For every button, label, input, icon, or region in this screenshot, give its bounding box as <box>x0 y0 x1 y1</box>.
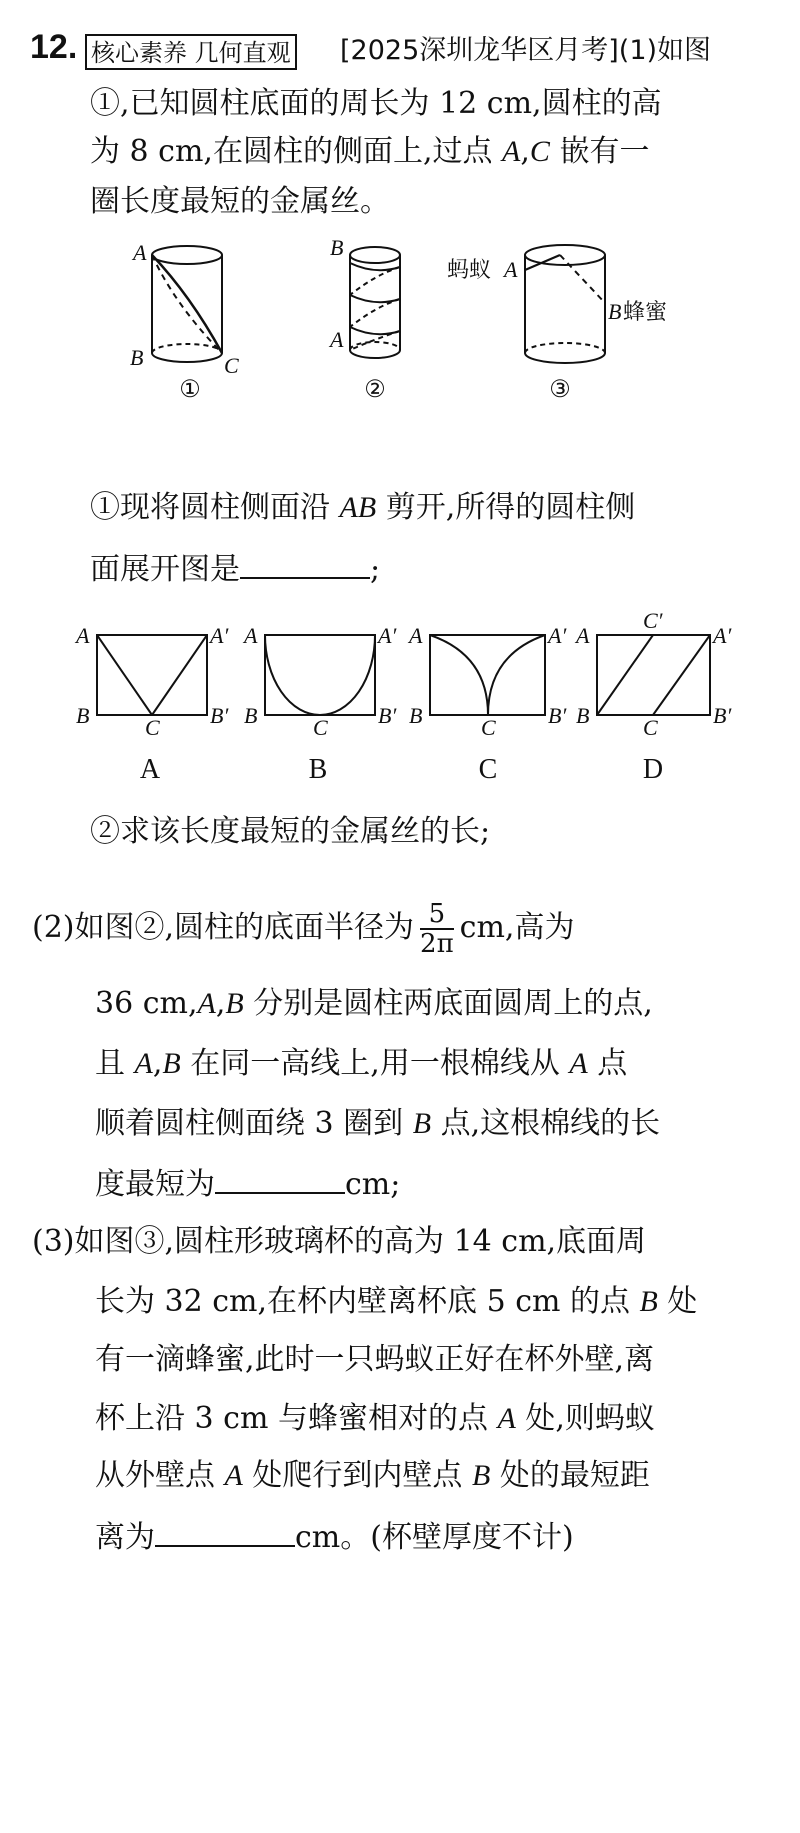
question-number: 12. <box>30 28 78 66</box>
point-label: B <box>162 1047 181 1080</box>
cylinder-figure-2 <box>350 247 400 358</box>
fig1-label-a: A <box>133 240 147 265</box>
text: cm; <box>345 1167 401 1202</box>
sub1-line1 <box>90 488 635 528</box>
option-d-letter[interactable]: D <box>642 754 664 785</box>
part1-intro-line1: ①,已知圆柱底面的周长为 12 cm,圆柱的高 <box>90 86 662 121</box>
part3-line6 <box>95 1515 574 1558</box>
text: , <box>152 1046 163 1081</box>
text: 面展开图是 <box>90 552 240 587</box>
cylinder-figures <box>0 225 800 470</box>
option-c-diagram <box>430 635 545 715</box>
option-a-diagram <box>97 635 207 715</box>
option-b-mid: C <box>313 715 328 740</box>
text: 度最短为 <box>95 1167 215 1202</box>
option-b-br: B′ <box>378 703 397 728</box>
text: 处爬行到内壁点 <box>242 1458 472 1493</box>
part2-line3 <box>95 1044 627 1084</box>
text: 处,则蚂蚁 <box>515 1401 655 1436</box>
point-label: B <box>225 987 244 1020</box>
option-b-diagram <box>265 635 375 715</box>
unfolded-options <box>0 610 800 785</box>
option-c-br: B′ <box>548 703 567 728</box>
option-a-letter[interactable]: A <box>139 754 161 785</box>
sub2-line: ②求该长度最短的金属丝的长; <box>90 814 491 849</box>
text: 剪开,所得的圆柱侧 <box>376 490 636 525</box>
segment-label: AB <box>339 491 377 524</box>
fig3-ant-label: 蚂蚁 <box>447 257 492 282</box>
option-d-mid: C <box>643 715 658 740</box>
text: , <box>215 986 226 1021</box>
option-d-tr: A′ <box>713 623 732 648</box>
part2-line1 <box>32 900 574 958</box>
fig1-label-b: B <box>130 345 144 370</box>
text: 点 <box>587 1046 628 1081</box>
cylinder-figure-3 <box>525 245 605 363</box>
fig3-label-b: B <box>608 299 622 324</box>
text: 处 <box>657 1284 698 1319</box>
option-b-letter[interactable]: B <box>308 754 328 785</box>
option-d-top: C′ <box>643 610 663 633</box>
cylinder-figure-1 <box>152 246 222 362</box>
text: 从外壁点 <box>95 1458 225 1493</box>
fig3-honey-label: 蜂蜜 <box>623 299 668 324</box>
text: 嵌有一 <box>549 134 650 169</box>
point-label: C <box>529 135 550 168</box>
option-c-bl: B <box>409 703 423 728</box>
option-c-tl: A <box>409 623 423 648</box>
point-label: B <box>471 1459 491 1492</box>
fraction-denominator: 2π <box>420 929 454 959</box>
text: 36 cm, <box>95 986 198 1021</box>
fig1-label-c: C <box>224 353 239 378</box>
option-a-tl: A <box>76 623 90 648</box>
part2-line4 <box>95 1104 660 1144</box>
point-label: B <box>639 1285 658 1318</box>
point-label: A <box>197 987 216 1020</box>
option-a-tr: A′ <box>210 623 229 648</box>
text: 顺着圆柱侧面绕 3 圈到 <box>95 1106 413 1141</box>
text: 点,这根棉线的长 <box>431 1106 661 1141</box>
option-d-tl: A <box>576 623 590 648</box>
text: ①现将圆柱侧面沿 <box>90 490 340 525</box>
point-label: A <box>569 1047 588 1080</box>
fig3-label-a: A <box>504 257 518 282</box>
option-d-diagram <box>597 635 710 715</box>
fig2-label-b: B <box>330 235 344 260</box>
option-a-br: B′ <box>210 703 229 728</box>
part1-intro-line2 <box>90 132 649 172</box>
answer-blank[interactable] <box>240 547 370 579</box>
text: (2)如图②,圆柱的底面半径为 <box>32 910 415 945</box>
text: 离为 <box>95 1520 155 1555</box>
text: cm,高为 <box>459 910 575 945</box>
part3-line1: (3)如图③,圆柱形玻璃杯的高为 14 cm,底面周 <box>32 1224 647 1259</box>
point-label: A <box>502 135 521 168</box>
text: 分别是圆柱两底面圆周上的点, <box>243 986 653 1021</box>
option-c-letter[interactable]: C <box>478 754 498 785</box>
radius-fraction <box>420 900 454 958</box>
text: 杯上沿 3 cm 与蜂蜜相对的点 <box>95 1401 498 1436</box>
part3-line5 <box>95 1456 650 1496</box>
fig3-caption: ③ <box>549 377 571 403</box>
point-label: A <box>224 1459 243 1492</box>
point-label: B <box>412 1107 432 1140</box>
part3-line3: 有一滴蜂蜜,此时一只蚂蚁正好在杯外壁,离 <box>95 1342 655 1377</box>
text: 且 <box>95 1046 135 1081</box>
fig1-caption: ① <box>179 377 201 403</box>
fraction-numerator: 5 <box>420 900 454 930</box>
sub1-line2 <box>90 547 380 590</box>
text: , <box>520 134 530 169</box>
option-c-mid: C <box>481 715 496 740</box>
part1-intro-line3: 圈长度最短的金属丝。 <box>90 184 390 219</box>
part3-line4 <box>95 1399 655 1439</box>
option-b-tr: A′ <box>378 623 397 648</box>
text: 长为 32 cm,在杯内壁离杯底 5 cm 的点 <box>95 1284 640 1319</box>
text: 为 8 cm,在圆柱的侧面上,过点 <box>90 134 503 169</box>
fig2-caption: ② <box>364 377 386 403</box>
text: 在同一高线上,用一根棉线从 <box>180 1046 570 1081</box>
option-b-tl: A <box>244 623 258 648</box>
text: 处的最短距 <box>490 1458 650 1493</box>
option-a-mid: C <box>145 715 160 740</box>
option-d-br: B′ <box>713 703 732 728</box>
option-b-bl: B <box>244 703 258 728</box>
text: cm。(杯壁厚度不计) <box>295 1520 574 1555</box>
option-a-bl: B <box>76 703 90 728</box>
part2-line5 <box>95 1162 400 1205</box>
answer-blank[interactable] <box>215 1162 345 1194</box>
point-label: A <box>134 1047 153 1080</box>
part3-line2 <box>95 1282 697 1322</box>
option-c-tr: A′ <box>548 623 567 648</box>
fig2-label-a: A <box>330 327 344 352</box>
source-reference: [2025深圳龙华区月考](1)如图 <box>340 35 712 66</box>
literacy-tag: 核心素养 几何直观 <box>85 34 297 70</box>
answer-blank[interactable] <box>155 1515 295 1547</box>
part2-line2 <box>95 984 653 1024</box>
option-d-bl: B <box>576 703 590 728</box>
text: ; <box>370 552 381 587</box>
point-label: A <box>497 1402 516 1435</box>
